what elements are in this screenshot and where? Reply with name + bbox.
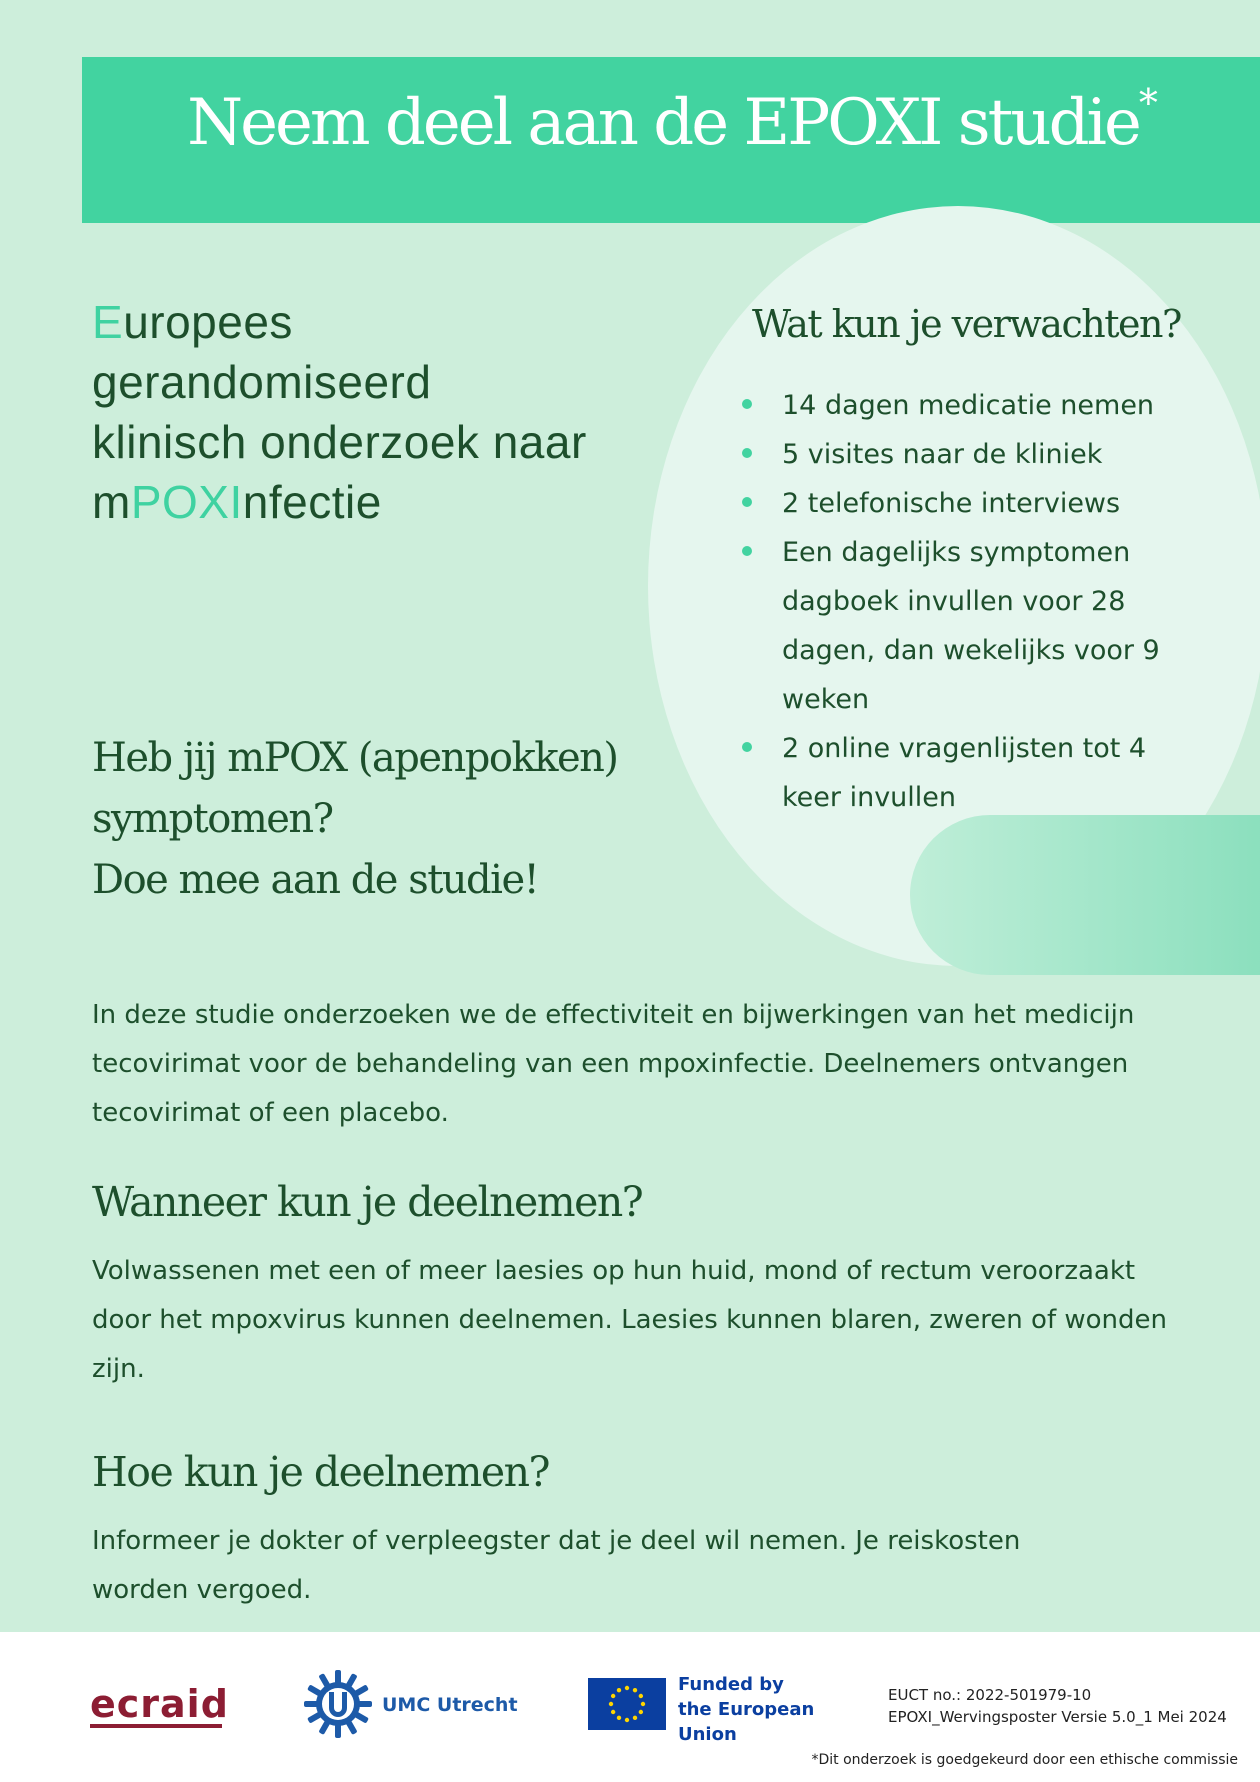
intro-paragraph: In deze studie onderzoeken we de effectiviteit en bijwerkingen van het medicijn tecovirimat voor de behandeling van een mpoxinfectie. Deelnemers ontvangen tecovirimat of een placebo. (92, 1000, 1135, 1128)
how-heading: Hoe kun je deelnemen? (92, 1448, 550, 1496)
list-item: 2 online vragenlijsten tot 4 keer invullen (742, 724, 1172, 822)
eu-star-icon (617, 1716, 621, 1720)
subtitle-line-1: Europees (92, 296, 293, 348)
eu-star-icon (611, 1710, 615, 1714)
expectations-heading: Wat kun je verwachten? (752, 302, 1181, 346)
bullet-dot-icon (742, 546, 752, 556)
study-reference (888, 1684, 1227, 1728)
when-paragraph: Volwassenen met een of meer laesies op hun huid, mond of rectum veroorzaakt door het mpoxvirus kunnen deelnemen. Laesies kunnen blaren, zweren of wonden zijn. (92, 1256, 1168, 1384)
question-line-2: symptomen? (92, 796, 333, 842)
bullet-dot-icon (742, 399, 752, 409)
subtitle-line-3: klinisch onderzoek naar (92, 416, 587, 468)
euct-number: EUCT no.: 2022-501979-10 (888, 1686, 1092, 1704)
list-item: 2 telefonische interviews (742, 479, 1172, 528)
ecraid-logo (90, 1682, 229, 1728)
list-item: 5 visites naar de kliniek (742, 430, 1172, 479)
bullet-dot-icon (742, 448, 752, 458)
eu-star-icon (641, 1702, 645, 1706)
footer (0, 1632, 1260, 1782)
eu-funding-line-1: Funded by (678, 1674, 784, 1695)
question-line-3: Doe mee aan de studie! (92, 857, 539, 903)
eu-star-icon (617, 1688, 621, 1692)
title-asterisk: * (1138, 81, 1155, 125)
eu-star-icon (633, 1716, 637, 1720)
study-subtitle (92, 292, 587, 532)
ecraid-wordmark: ecraid (90, 1682, 229, 1726)
eu-star-icon (611, 1694, 615, 1698)
bullet-dot-icon (742, 742, 752, 752)
eu-star-icon (625, 1718, 629, 1722)
eu-star-icon (639, 1710, 643, 1714)
when-heading: Wanneer kun je deelnemen? (92, 1178, 643, 1226)
eu-star-icon (633, 1688, 637, 1692)
poster-version: EPOXI_Wervingsposter Versie 5.0_1 Mei 2024 (888, 1708, 1227, 1726)
list-item: Een dagelijks symptomen dagboek invullen voor 28 dagen, dan wekelijks voor 9 weken (742, 528, 1172, 724)
how-paragraph: Informeer je dokter of verpleegster dat je deel wil nemen. Je reiskosten worden vergoed. (92, 1526, 1021, 1605)
eu-star-icon (639, 1694, 643, 1698)
eu-star-icon (625, 1686, 629, 1690)
eu-flag-icon (588, 1678, 666, 1730)
umc-wordmark: UMC Utrecht (382, 1694, 518, 1716)
subtitle-line-4: mPOXInfectie (92, 476, 382, 528)
bullet-dot-icon (742, 497, 752, 507)
subtitle-line-2: gerandomiseerd (92, 356, 432, 408)
title-banner (82, 57, 1260, 223)
question-line-1: Heb jij mPOX (apenpokken) (92, 735, 618, 781)
page-title-text: Neem deel aan de EPOXI studie (187, 86, 1139, 160)
page-title (82, 81, 1260, 160)
ethics-approval-note: *Dit onderzoek is goedgekeurd door een ethische commissie (811, 1752, 1238, 1768)
umc-sun-icon (302, 1668, 374, 1740)
eu-funding-line-2: the European Union (678, 1699, 815, 1745)
eu-funding-text (678, 1672, 868, 1747)
list-item: 14 dagen medicatie nemen (742, 381, 1172, 430)
expectations-list (742, 381, 1172, 822)
symptom-question (92, 728, 618, 911)
eu-star-icon (609, 1702, 613, 1706)
bubble-tail (910, 815, 1260, 975)
